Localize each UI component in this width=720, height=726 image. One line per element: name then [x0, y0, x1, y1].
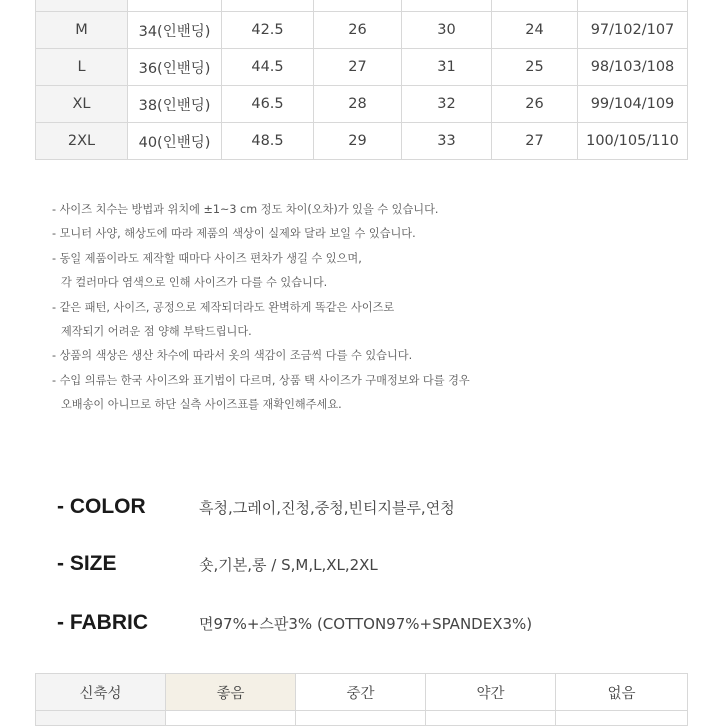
spec-fabric — [57, 608, 532, 638]
table-cell: 98/103/108 — [578, 49, 688, 86]
table-row — [36, 12, 688, 49]
table-cell: 48.5 — [222, 123, 314, 160]
note-line: - 상품의 색상은 생산 차수에 따라서 옷의 색감이 조금씩 다를 수 있습니다. — [52, 349, 413, 363]
table-cell: 40(인밴딩) — [128, 123, 222, 160]
table-cell: 32 — [402, 86, 492, 123]
note-line: 오배송이 아니므로 하단 실측 사이즈표를 재확인해주세요. — [61, 398, 342, 412]
note-line: - 모니터 사양, 해상도에 따라 제품의 색상이 실제와 달라 보일 수 있습니다. — [52, 227, 416, 241]
spec-label: - COLOR — [57, 495, 146, 518]
stretch-table-bottom-row — [36, 711, 688, 726]
stretch-option: 약간 — [426, 674, 556, 711]
spec-label: - FABRIC — [57, 611, 148, 634]
spec-value: 흑청,그레이,진청,중청,빈티지블루,연청 — [199, 498, 455, 517]
table-cell: 34(인밴딩) — [128, 12, 222, 49]
table-cell: 38(인밴딩) — [128, 86, 222, 123]
table-cell: 36(인밴딩) — [128, 49, 222, 86]
spec-value: 숏,기본,롱 / S,M,L,XL,2XL — [199, 555, 378, 574]
table-cell: 33 — [402, 123, 492, 160]
stretch-label: 신축성 — [36, 674, 166, 711]
note-line: - 사이즈 치수는 방법과 위치에 ±1~3 cm 정도 차이(오차)가 있을 수 있습니다. — [52, 203, 439, 216]
size-notes — [52, 198, 692, 418]
table-cell: 27 — [314, 49, 402, 86]
table-row — [36, 674, 688, 711]
stretch-option: 중간 — [296, 674, 426, 711]
table-cell: 26 — [314, 12, 402, 49]
table-cell: 24 — [492, 12, 578, 49]
size-table-top-row — [36, 0, 688, 12]
table-cell: 99/104/109 — [578, 86, 688, 123]
spec-size — [57, 549, 378, 579]
table-cell: 25 — [492, 49, 578, 86]
table-row — [36, 86, 688, 123]
table-cell: 97/102/107 — [578, 12, 688, 49]
size-cell: 2XL — [36, 123, 128, 160]
note-line: 각 컬러마다 염색으로 인해 사이즈가 다를 수 있습니다. — [61, 276, 328, 290]
spec-color — [57, 492, 455, 522]
table-cell: 30 — [402, 12, 492, 49]
size-cell: M — [36, 12, 128, 49]
stretch-table — [35, 673, 688, 726]
spec-label: - SIZE — [57, 552, 117, 575]
size-cell: XL — [36, 86, 128, 123]
table-cell: 27 — [492, 123, 578, 160]
note-line: - 동일 제품이라도 제작할 때마다 사이즈 편차가 생길 수 있으며, — [52, 251, 362, 265]
table-cell: 29 — [314, 123, 402, 160]
table-cell: 28 — [314, 86, 402, 123]
table-cell: 100/105/110 — [578, 123, 688, 160]
table-cell: 26 — [492, 86, 578, 123]
spec-value: 면97%+스판3% (COTTON97%+SPANDEX3%) — [199, 614, 533, 633]
stretch-option: 좋음 — [166, 674, 296, 711]
size-table — [35, 0, 688, 160]
size-cell: L — [36, 49, 128, 86]
table-row — [36, 49, 688, 86]
note-line: - 같은 패턴, 사이즈, 공정으로 제작되더라도 완벽하게 똑같은 사이즈로 — [52, 300, 395, 314]
note-line: 제작되기 어려운 점 양해 부탁드립니다. — [61, 325, 252, 339]
table-cell: 44.5 — [222, 49, 314, 86]
table-cell: 42.5 — [222, 12, 314, 49]
note-line: - 수입 의류는 한국 사이즈와 표기법이 다르며, 상품 택 사이즈가 구매정보와 다를 경우 — [52, 373, 470, 387]
table-row — [36, 123, 688, 160]
stretch-option: 없음 — [556, 674, 688, 711]
table-cell: 46.5 — [222, 86, 314, 123]
table-cell: 31 — [402, 49, 492, 86]
